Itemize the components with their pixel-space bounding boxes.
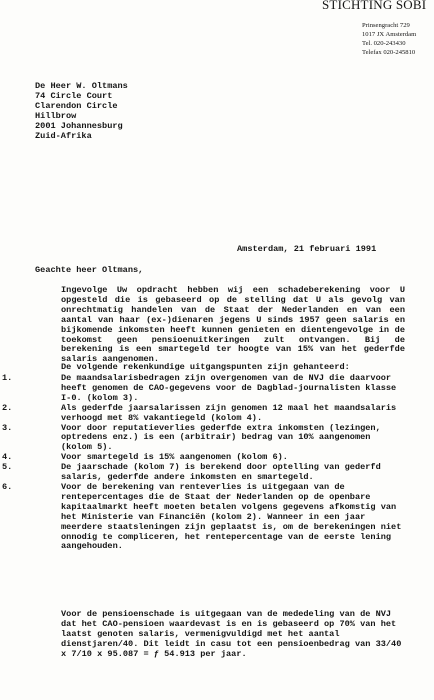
item-number: 5. — [2, 462, 13, 473]
recipient-line: 74 Circle Court — [35, 90, 113, 101]
recipient-line: Zuid-Afrika — [35, 130, 92, 141]
salutation: Geachte heer Oltmans, — [35, 265, 144, 275]
item-text: Voor de berekening van renteverlies is uitgegaan van de rentepercentages die de Staat der Nederlanden op de openbare kapitaalmarkt heeft moeten betalen volgens gegevens afkomstig van het Ministerie van Financiën (kolom 2). Wanneer in een jaar meerdere staatsleningen zijn geplaatst is, om de berekeningen niet onnodig te compliceren, het rentepercentage van de eerste lening aangehouden. — [61, 481, 402, 552]
list-item — [0, 404, 405, 424]
recipient-line: Clarendon Circle — [35, 100, 118, 111]
item-number: 1. — [2, 373, 13, 383]
place-date: Amsterdam, 21 februari 1991 — [237, 244, 377, 254]
item-text: Voor door reputatieverlies gederfde extra inkomsten (lezingen, optredens enz.) is een (arbitrair) bedrag van 10% aangenomen (kolom 5). — [61, 422, 381, 453]
list-intro: De volgende rekenkundige uitgangspunten zijn gehanteerd: — [61, 362, 350, 372]
intro-paragraph: Ingevolge Uw opdracht hebben wij een schadeberekening voor U opgesteld die is gebaseerd op de stelling dat U als gevolg van onrechtmatig handelen van de Staat der Nederlanden en van een aantal van haar (ex-)dienaren jegens U sinds 1957 geen salaris en bijkomende inkomsten heeft kunnen genieten en dientengevolge in de toekomst geen pensioenuitkeringen zult ontvangen. Bij de berekening is een smartegeld ter hoogte van 15% van het gederfde salaris aangenomen. — [61, 285, 405, 365]
item-number: 3. — [2, 422, 13, 433]
fax-line: Telefax 020-245810 — [362, 48, 416, 56]
address-line: Prinsengracht 729 — [362, 22, 410, 29]
recipient-line: 2001 Johannesburg — [35, 120, 123, 131]
item-number: 6. — [2, 481, 13, 492]
recipient-line: Hillbrow — [35, 110, 77, 121]
list-item — [0, 374, 405, 404]
item-text: Als gederfde jaarsalarissen zijn genomen 12 maal het maandsalaris verhoogd met 8% vakantiegeld (kolom 4). — [61, 402, 397, 423]
list-item — [0, 463, 405, 483]
address-line: 1017 JX Amsterdam — [362, 30, 417, 38]
calculation-points — [0, 374, 420, 552]
item-number: 4. — [2, 452, 13, 463]
list-item — [0, 424, 405, 454]
item-text: Voor smartegeld is 15% aangenomen (kolom 6). — [61, 452, 288, 463]
phone-line: Tel. 020-243430 — [362, 39, 406, 47]
pension-paragraph: Voor de pensioenschade is uitgegaan van de mededeling van de NVJ dat het CAO-pensioen waardevast is en is gebaseerd op 70% van het laatst genoten salaris, vermenigvuldigd met het aantal dienstjaren/40. Dit leidt in casu tot een pensioenbedrag van 33/40 x 7/10 x 95.087 = ƒ 54.913 per jaar. — [61, 609, 402, 659]
list-item — [0, 483, 405, 552]
org-name: STICHTING SOBI — [322, 0, 427, 12]
item-text: De maandsalarisbedragen zijn overgenomen van de NVJ die daarvoor heeft genomen de CAO-gegevens voor de Dagblad-journalisten klasse I-0. (kolom 3). — [61, 373, 397, 403]
item-number: 2. — [2, 402, 13, 413]
recipient-address — [35, 82, 275, 141]
item-text: De jaarschade (kolom 7) is berekend door optelling van gederfd salaris, gederfde andere inkomsten en smartegeld. — [61, 462, 381, 483]
recipient-line: De Heer W. Oltmans — [35, 81, 128, 91]
org-address — [362, 22, 434, 58]
